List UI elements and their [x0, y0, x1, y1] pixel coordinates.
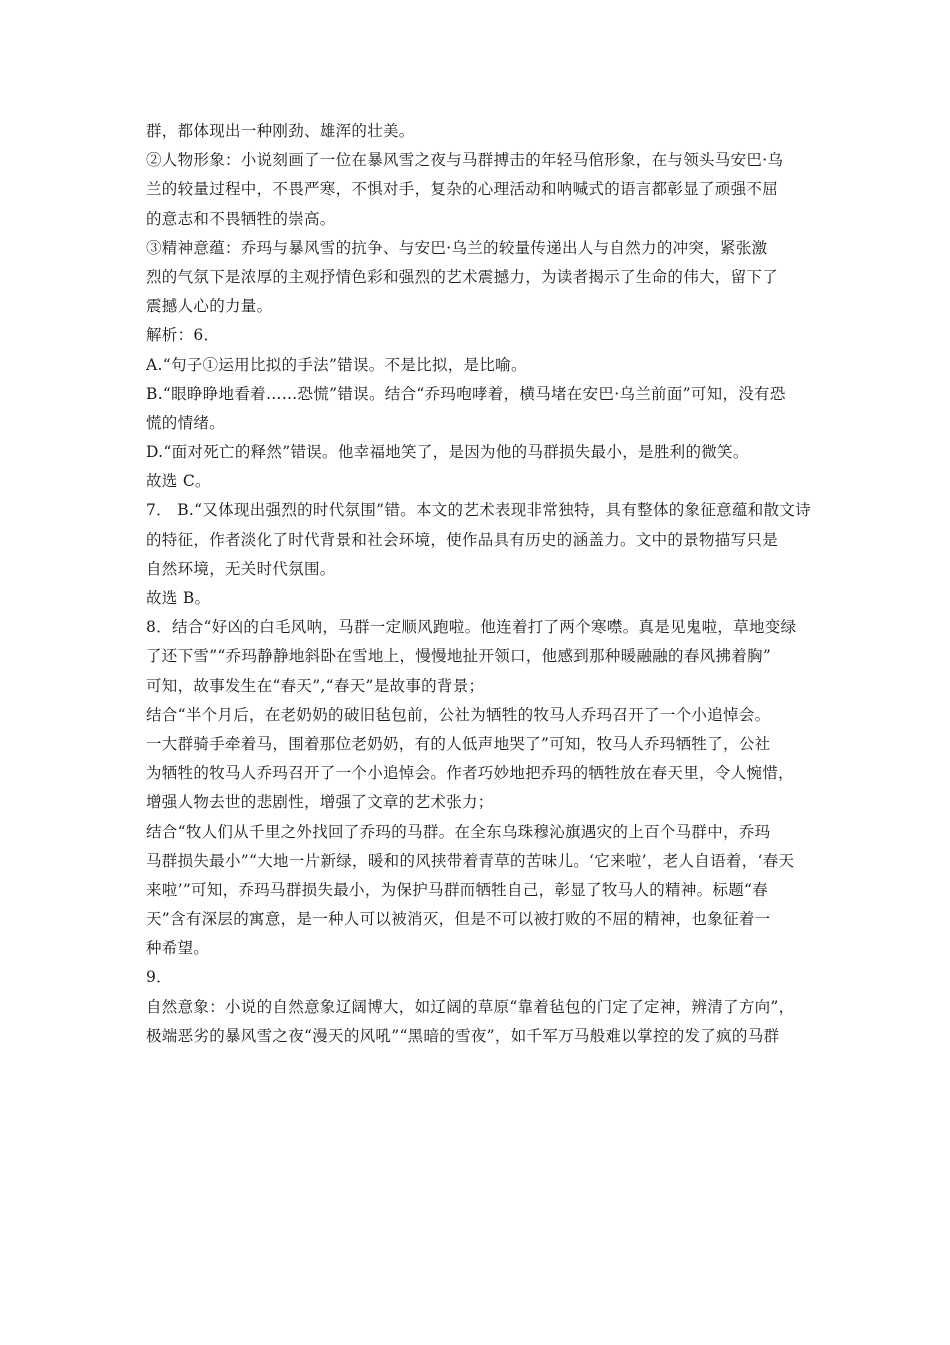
text-line: 来啦’”可知，乔玛马群损失最小，为保护马群而牺牲自己，彰显了牧马人的精神。标题“春: [146, 880, 769, 899]
text-line: 故选 C。: [146, 472, 211, 491]
text-line: 自然意象：小说的自然意象辽阔博大，如辽阔的草原“靠着毡包的门定了定神，辨清了方向”，: [146, 997, 795, 1016]
text-line: 故选 B。: [146, 589, 211, 607]
text-line: 结合“半个月后，在老奶奶的破旧毡包前，公社为牺牲的牧马人乔玛召开了一个小追悼会。: [146, 705, 771, 724]
text-line: 群，都体现出一种刚劲、雄浑的壮美。: [146, 122, 415, 140]
text-line: 烈的气氛下是浓厚的主观抒情色彩和强烈的艺术震撼力，为读者揭示了生命的伟大，留下了: [146, 267, 779, 286]
text-line: B.“眼睁睁地看着……恐慌”错误。结合“乔玛咆哮着，横马堵在安巴·乌兰前面”可知，没有恐: [146, 384, 786, 403]
document-body: [146, 117, 846, 1051]
text-line: ③精神意蕴：乔玛与暴风雪的抗争、与安巴·乌兰的较量传递出人与自然力的冲突，紧张激: [146, 238, 768, 257]
text-line: 极端恶劣的暴风雪之夜“漫天的风吼”“黑暗的雪夜”，如千军万马般难以掌控的发了疯的马群: [146, 1026, 780, 1045]
text-line: 的特征，作者淡化了时代背景和社会环境，使作品具有历史的涵盖力。文中的景物描写只是: [146, 530, 779, 549]
text-line: 天”含有深层的寓意，是一种人可以被消灭，但是不可以被打败的不屈的精神，也象征着一: [146, 910, 771, 929]
text-line: 可知，故事发生在“春天”,“春天”是故事的背景；: [146, 676, 485, 695]
text-line: 了还下雪”“乔玛静静地斜卧在雪地上，慢慢地扯开领口，他感到那种暖融融的春风拂着胸”: [146, 647, 772, 666]
text-line: 自然环境，无关时代氛围。: [146, 559, 336, 578]
text-line: ②人物形象：小说刻画了一位在暴风雪之夜与马群搏击的年轻马倌形象，在与领头马安巴·乌: [146, 151, 784, 170]
text-line: 结合“牧人们从千里之外找回了乔玛的马群。在全东乌珠穆沁旗遇灾的上百个马群中，乔玛: [146, 822, 771, 841]
text-line: 为牺牲的牧马人乔玛召开了一个小追悼会。作者巧妙地把乔玛的牺牲放在春天里，令人惋惜，: [146, 764, 794, 783]
text-line: 慌的情绪。: [146, 413, 226, 432]
text-line: 增强人物去世的悲剧性，增强了文章的艺术张力；: [146, 793, 494, 812]
text-line: 的意志和不畏牺牲的崇高。: [146, 209, 336, 228]
text-line: 一大群骑手牵着马，围着那位老奶奶，有的人低声地哭了”可知，牧马人乔玛牺牲了，公社: [146, 734, 771, 753]
text-line: D.“面对死亡的释然”错误。他幸福地笑了，是因为他的马群损失最小，是胜利的微笑。: [146, 443, 749, 462]
text-line: A.“句子①运用比拟的手法”错误。不是比拟，是比喻。: [146, 355, 527, 374]
text-line: 9．: [146, 968, 172, 987]
text-line: 兰的较量过程中，不畏严寒，不惧对手，复杂的心理活动和呐喊式的语言都彰显了顽强不屈: [146, 180, 779, 199]
text-line: 种希望。: [146, 939, 210, 958]
text-line: 7． B.“又体现出强烈的时代氛围”错。本文的艺术表现非常独特，具有整体的象征意蕴和散文诗: [146, 501, 811, 520]
text-line: 震撼人心的力量。: [146, 297, 273, 316]
text-line: 马群损失最小”“大地一片新绿，暖和的风挟带着青草的苦味儿。‘它来啦’，老人自语着，‘春天: [146, 851, 795, 870]
text-line: 8．结合“好凶的白毛风呐，马群一定顺风跑啦。他连着打了两个寒噤。真是见鬼啦，草地变绿: [146, 618, 797, 637]
text-line: 解析：6．: [146, 326, 220, 345]
